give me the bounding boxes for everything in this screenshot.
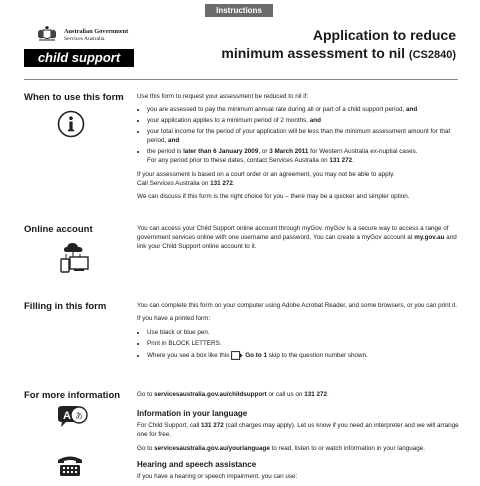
online-body — [137, 225, 459, 256]
instructions-tab: Instructions — [205, 4, 273, 17]
svg-text:あ: あ — [75, 411, 83, 421]
form-title-main: minimum assessment to nil — [221, 45, 406, 61]
info-icon — [57, 110, 85, 138]
when-bullet-1: • you are assessed to pay the minimum annual rate during all or part of a child support period, and — [147, 106, 459, 115]
more-heading: For more information — [24, 390, 121, 401]
filling-intro: You can complete this form on your computer using Adobe Acrobat Reader, and some browsers, or you can print it. — [137, 302, 458, 309]
filling-body — [137, 302, 459, 365]
svg-text:A: A — [63, 410, 71, 422]
gov-line-1: Australian Government — [64, 28, 129, 35]
when-bullet-4: • the period is later than 6 January 2009, or 3 March 2011 for Western Australia ex-nuptial cases. For any period prior to these dates, contact Services Australia on 131 272. — [147, 148, 459, 166]
mygov-link[interactable]: my.gov.au — [414, 233, 445, 241]
more-contact: Go to servicesaustralia.gov.au/childsupport or call us on 131 272. — [137, 391, 329, 398]
hearing-heading: Hearing and speech assistance — [137, 459, 257, 469]
when-intro: Use this form to request your assessment be reduced to nil if: — [137, 93, 309, 100]
filling-bullet-2: • Print in BLOCK LETTERS. — [147, 340, 459, 349]
form-code: (CS2840) — [408, 49, 456, 61]
coat-of-arms-icon — [36, 26, 58, 42]
filling-bullet-3: • Where you see a box like this Go to 1 skip to the question number shown. — [147, 351, 459, 361]
language-heading: Information in your language — [137, 408, 248, 418]
language-translate-icon — [54, 405, 88, 431]
tty-phone-icon — [55, 455, 85, 477]
gov-line-2: Services Australia — [64, 36, 105, 42]
childsupport-link[interactable]: servicesaustralia.gov.au/childsupport — [154, 391, 267, 398]
online-heading: Online account — [24, 224, 93, 235]
more-body — [137, 391, 459, 486]
when-heading: When to use this form — [24, 92, 124, 103]
child-support-logo: child support — [24, 49, 134, 67]
devices-cloud-icon — [57, 240, 91, 274]
go-to-arrow-icon — [231, 351, 243, 360]
when-body — [137, 93, 459, 206]
filling-heading: Filling in this form — [24, 301, 107, 312]
filling-bullet-1: • Use black or blue pen. — [147, 329, 459, 338]
hearing-text: If you have a hearing or speech impairment, you can use: — [137, 472, 298, 480]
language-call: For Child Support, call 131 272 (call charges may apply). Let us know if you need an interpreter and we will arrange one for free. — [137, 422, 459, 439]
when-bullet-3: • your total income for the period of your application will be less than the minimum assessment amount for that period, and — [147, 128, 459, 146]
language-online: Go to servicesaustralia.gov.au/yourlanguage to read, listen to or watch information in your language. — [137, 444, 425, 452]
filling-printed-label: If you have a printed form: — [137, 315, 211, 323]
header-divider — [24, 79, 458, 80]
yourlanguage-link[interactable]: servicesaustralia.gov.au/yourlanguage — [154, 444, 270, 452]
when-court-order-note: If your assessment is based on a court order or an agreement, you may not be able to apply. Call Services Australia on 131 272. — [137, 170, 395, 187]
online-text: You can access your Child Support online account through myGov. myGov is a secure way to access a range of government services online with one username and password. You can create a myGov account at my.gov.au and link your Child Support online account to it. — [137, 225, 457, 250]
form-title-line-1: Application to reduce — [312, 27, 456, 43]
when-discuss-note: We can discuss if this form is the right choice for you – there may be a quicker and simpler option. — [137, 192, 410, 200]
when-bullet-2: • your application applies to a minimum period of 2 months, and — [147, 117, 459, 126]
form-title-line-2 — [221, 45, 456, 61]
